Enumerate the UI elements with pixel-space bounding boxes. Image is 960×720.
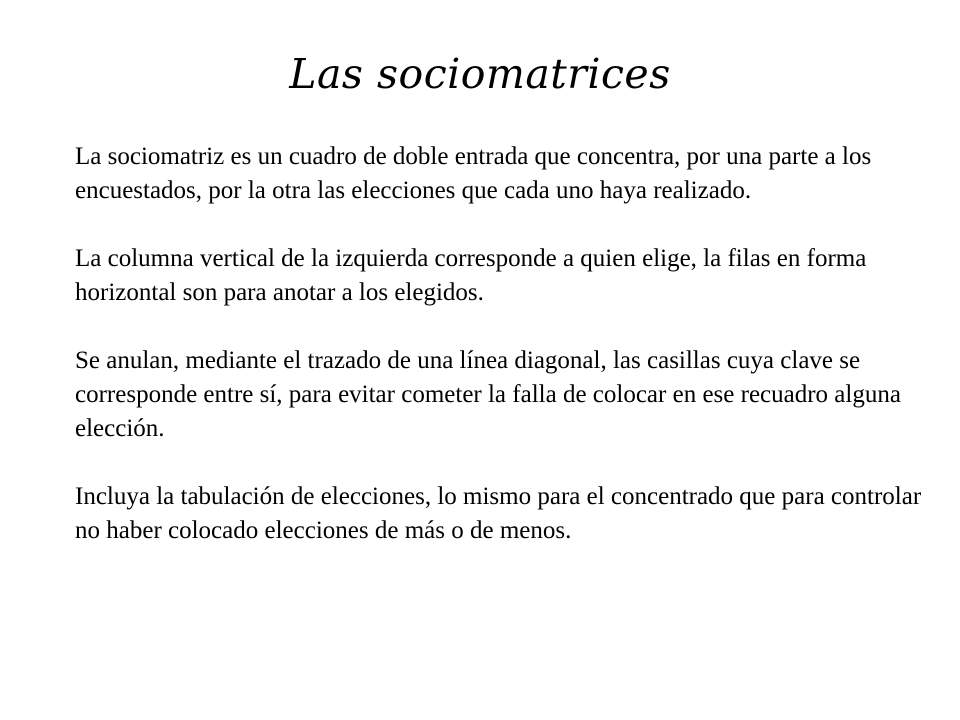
slide-title: Las sociomatrices (289, 50, 671, 98)
slide-body (75, 140, 925, 548)
paragraph-definition: La sociomatriz es un cuadro de doble entrada que concentra, por una parte a los encuestados, por la otra las elecciones que cada uno haya realizado. (75, 143, 872, 204)
paragraph-columns-rows: La columna vertical de la izquierda corresponde a quien elige, la filas en forma horizontal son para anotar a los elegidos. (75, 245, 867, 306)
paragraph-tabulation: Incluya la tabulación de elecciones, lo mismo para el concentrado que para controlar no haber colocado elecciones de más o de menos. (75, 483, 922, 544)
paragraph-diagonal: Se anulan, mediante el trazado de una línea diagonal, las casillas cuya clave se corresponde entre sí, para evitar cometer la falla de colocar en ese recuadro alguna elección. (75, 347, 901, 442)
